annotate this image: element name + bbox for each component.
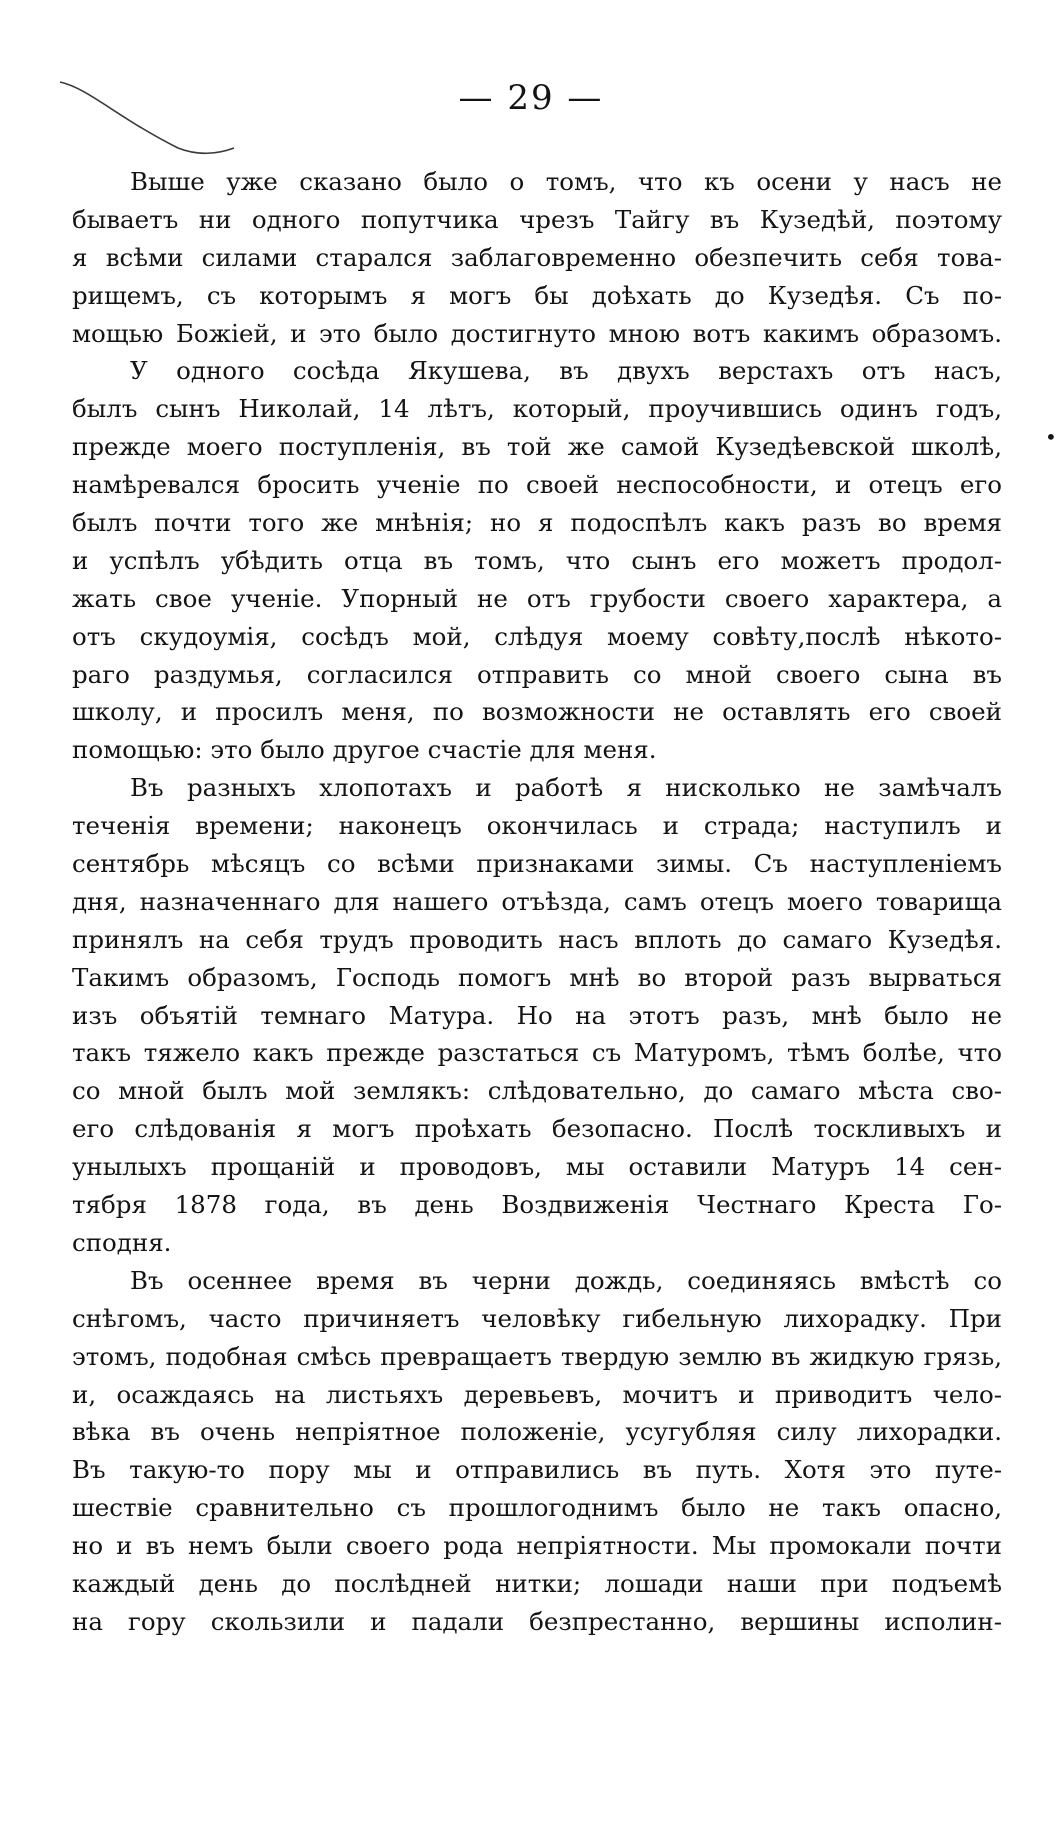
paragraph-3 [72,769,1002,1262]
text-line: его слѣдованія я могъ проѣхать безопасно. Послѣ тоскливыхъ и [72,1114,1002,1144]
text-line: былъ сынъ Николай, 14 лѣтъ, который, проучившись одинъ годъ, [72,394,1002,424]
text-line: и успѣлъ убѣдить отца въ томъ, что сынъ его можетъ продол- [72,545,1002,575]
text-line: вѣка въ очень непріятное положеніе, усугубляя силу лихорадки. [72,1417,1002,1447]
text-line: унылыхъ прощаній и проводовъ, мы оставили Матуръ 14 сен- [72,1152,1002,1182]
page-number: — 29 — [458,78,604,118]
body-text [72,163,1002,1641]
text-line: прежде моего поступленія, въ той же самой Кузедѣевской школѣ, [72,432,1002,462]
text-line: Выше уже сказано было о томъ, что къ осени у насъ не [130,167,1002,196]
margin-mark: • [1045,425,1057,449]
text-line: Въ разныхъ хлопотахъ и работѣ я нисколько не замѣчалъ [130,773,1002,803]
text-line: сподня. [72,1227,172,1257]
text-line: У одного сосѣда Якушева, въ двухъ верстахъ отъ насъ, [130,356,1002,386]
text-line: жать свое ученіе. Упорный не отъ грубости своего характера, а [72,583,1002,613]
text-line: снѣгомъ, часто причиняетъ человѣку гибельную лихорадку. При [72,1303,1002,1333]
text-line: на гору скользили и падали безпрестанно, вершины исполин- [72,1606,1002,1636]
text-line: Въ осеннее время въ черни дождь, соединяясь вмѣстѣ со [130,1265,1002,1295]
text-line: принялъ на себя трудъ проводить насъ вплоть до самаго Кузедѣя. [72,924,1002,954]
text-line: я всѣми силами старался заблаговременно обезпечить себя това- [72,242,1002,272]
text-line: сентябрь мѣсяцъ со всѣми признаками зимы. Съ наступленіемъ [72,849,1002,879]
text-line: шествіе сравнительно съ прошлогоднимъ было не такъ опасно, [72,1493,1002,1523]
text-line: отъ скудоумія, сосѣдъ мой, слѣдуя моему совѣту,послѣ нѣкото- [72,621,1002,651]
text-line: изъ объятій темнаго Матура. Но на этотъ разъ, мнѣ было не [72,1000,1002,1030]
text-line: тября 1878 года, въ день Воздвиженія Честнаго Креста Го- [72,1190,1002,1220]
text-line: Такимъ образомъ, Господь помогъ мнѣ во второй разъ вырваться [72,962,1002,992]
text-line: со мной былъ мой землякъ: слѣдовательно, до самаго мѣста сво- [72,1076,1002,1106]
text-line: былъ почти того же мнѣнія; но я подоспѣлъ какъ разъ во время [72,508,1002,538]
text-line: намѣревался бросить ученіе по своей неспособности, и отецъ его [72,470,1002,500]
text-line: помощью: это было другое счастіе для меня. [72,735,657,765]
paragraph-2 [72,352,1002,769]
paragraph-1 [72,163,1002,352]
text-line: теченія времени; наконецъ окончилась и страда; наступилъ и [72,811,1002,841]
text-line: этомъ, подобная смѣсь превращаетъ твердую землю въ жидкую грязь, [72,1341,1002,1371]
text-line: каждый день до послѣдней нитки; лошади наши при подъемѣ [72,1568,1002,1598]
text-line: рищемъ, съ которымъ я могъ бы доѣхать до Кузедѣя. Съ по- [72,280,1002,310]
paragraph-4 [72,1262,1002,1641]
text-line: Въ такую-то пору мы и отправились въ путь. Хотя это путе- [72,1455,1002,1485]
text-line: раго раздумья, согласился отправить со мной своего сына въ [72,659,1002,689]
text-line: дня, назначеннаго для нашего отъѣзда, самъ отецъ моего товарища [72,886,1002,916]
text-line: но и въ немъ были своего рода непріятности. Мы промокали почти [72,1531,1002,1561]
text-line: мощью Божіей, и это было достигнуто мною вотъ какимъ образомъ. [72,318,1002,348]
text-line: и, осаждаясь на листьяхъ деревьевъ, мочитъ и приводитъ чело- [72,1379,1002,1409]
text-line: школу, и просилъ меня, по возможности не оставлять его своей [72,697,1002,727]
text-line: такъ тяжело какъ прежде разстаться съ Матуромъ, тѣмъ болѣе, что [72,1038,1002,1068]
text-line: бываетъ ни одного попутчика чрезъ Тайгу въ Кузедѣй, поэтому [72,204,1002,234]
